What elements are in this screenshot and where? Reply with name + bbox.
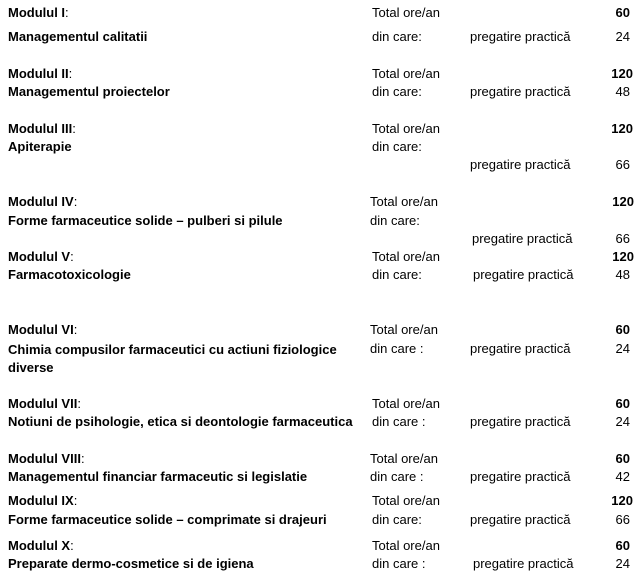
pregatire-value: 66 <box>615 231 630 246</box>
din-care-label: din care: <box>372 84 422 99</box>
total-label: Total ore/an <box>372 5 440 20</box>
total-label: Total ore/an <box>372 493 440 508</box>
module-label-colon: : <box>70 249 74 264</box>
pregatire-value: 42 <box>615 469 630 484</box>
module-title: Preparate dermo-cosmetice si de igiena <box>8 556 254 571</box>
total-label: Total ore/an <box>372 121 440 136</box>
total-value: 120 <box>612 249 634 264</box>
pregatire-value: 66 <box>615 512 630 527</box>
module-label-colon: : <box>80 451 85 466</box>
din-care-label: din care: <box>370 213 420 228</box>
pregatire-label: pregatire practică <box>470 84 571 99</box>
pregatire-label: pregatire practică <box>470 469 571 484</box>
module-title: Farmacotoxicologie <box>8 267 131 282</box>
pregatire-label: pregatire practică <box>470 29 571 44</box>
din-care-label: din care : <box>372 556 426 571</box>
module-label: Modulul I <box>8 5 66 20</box>
module-title: Apiterapie <box>8 139 72 154</box>
total-label: Total ore/an <box>372 396 440 411</box>
module-label: Modulul IX <box>8 493 74 508</box>
module-label: Modulul VII <box>8 396 78 411</box>
module-title: Notiuni de psihologie, etica si deontologie farmaceutica <box>8 414 353 429</box>
pregatire-label: pregatire practică <box>473 267 574 282</box>
module-label: Modulul III <box>8 121 73 136</box>
pregatire-value: 24 <box>615 341 630 356</box>
total-value: 60 <box>615 396 630 411</box>
pregatire-value: 48 <box>615 84 630 99</box>
pregatire-label: pregatire practică <box>470 341 571 356</box>
total-label: Total ore/an <box>370 194 438 209</box>
pregatire-label: pregatire practică <box>470 512 571 527</box>
total-value: 60 <box>615 322 630 337</box>
pregatire-value: 66 <box>615 157 630 172</box>
total-value: 60 <box>615 5 630 20</box>
total-label: Total ore/an <box>372 66 440 81</box>
module-title: Forme farmaceutice solide – comprimate si drajeuri <box>8 512 327 527</box>
pregatire-value: 48 <box>615 267 630 282</box>
din-care-label: din care: <box>372 29 422 44</box>
module-label-colon: : <box>65 5 69 20</box>
total-value: 120 <box>611 121 633 136</box>
module-label-colon: : <box>73 493 78 508</box>
din-care-label: din care: <box>372 139 422 154</box>
module-label-colon: : <box>73 194 78 209</box>
module-label-colon: : <box>77 396 81 411</box>
module-label: Modulul VIII <box>8 451 81 466</box>
total-label: Total ore/an <box>370 451 438 466</box>
module-label-colon: : <box>72 121 76 136</box>
din-care-label: din care: <box>372 512 422 527</box>
pregatire-value: 24 <box>615 414 630 429</box>
din-care-label: din care : <box>372 414 426 429</box>
total-label: Total ore/an <box>372 538 440 553</box>
module-label-colon: : <box>73 322 78 337</box>
module-title: Managementul financiar farmaceutic si legislatie <box>8 469 308 484</box>
total-value: 60 <box>615 451 630 466</box>
module-title: Chimia compusilor farmaceutici cu actiuni fiziologice diverse <box>8 342 337 375</box>
din-care-label: din care: <box>372 267 422 282</box>
din-care-label: din care : <box>370 341 424 356</box>
total-value: 120 <box>611 493 633 508</box>
module-label: Modulul IV <box>8 194 74 209</box>
pregatire-label: pregatire practică <box>472 231 573 246</box>
module-title: Forme farmaceutice solide – pulberi si pilule <box>8 213 283 228</box>
pregatire-value: 24 <box>615 556 630 571</box>
module-title: Managementul calitatii <box>8 29 148 44</box>
pregatire-value: 24 <box>615 29 630 44</box>
din-care-label: din care : <box>370 469 424 484</box>
total-label: Total ore/an <box>370 322 438 337</box>
module-label: Modulul VI <box>8 322 74 337</box>
total-label: Total ore/an <box>372 249 440 264</box>
module-title: Managementul proiectelor <box>8 84 170 99</box>
module-label: Modulul II <box>8 66 69 81</box>
pregatire-label: pregatire practică <box>470 157 571 172</box>
pregatire-label: pregatire practică <box>473 556 574 571</box>
module-label: Modulul V <box>8 249 71 264</box>
total-value: 120 <box>612 194 634 209</box>
total-value: 120 <box>611 66 633 81</box>
module-label-colon: : <box>70 538 74 553</box>
total-value: 60 <box>615 538 630 553</box>
pregatire-label: pregatire practică <box>470 414 571 429</box>
module-label-colon: : <box>68 66 73 81</box>
module-label: Modulul X <box>8 538 71 553</box>
